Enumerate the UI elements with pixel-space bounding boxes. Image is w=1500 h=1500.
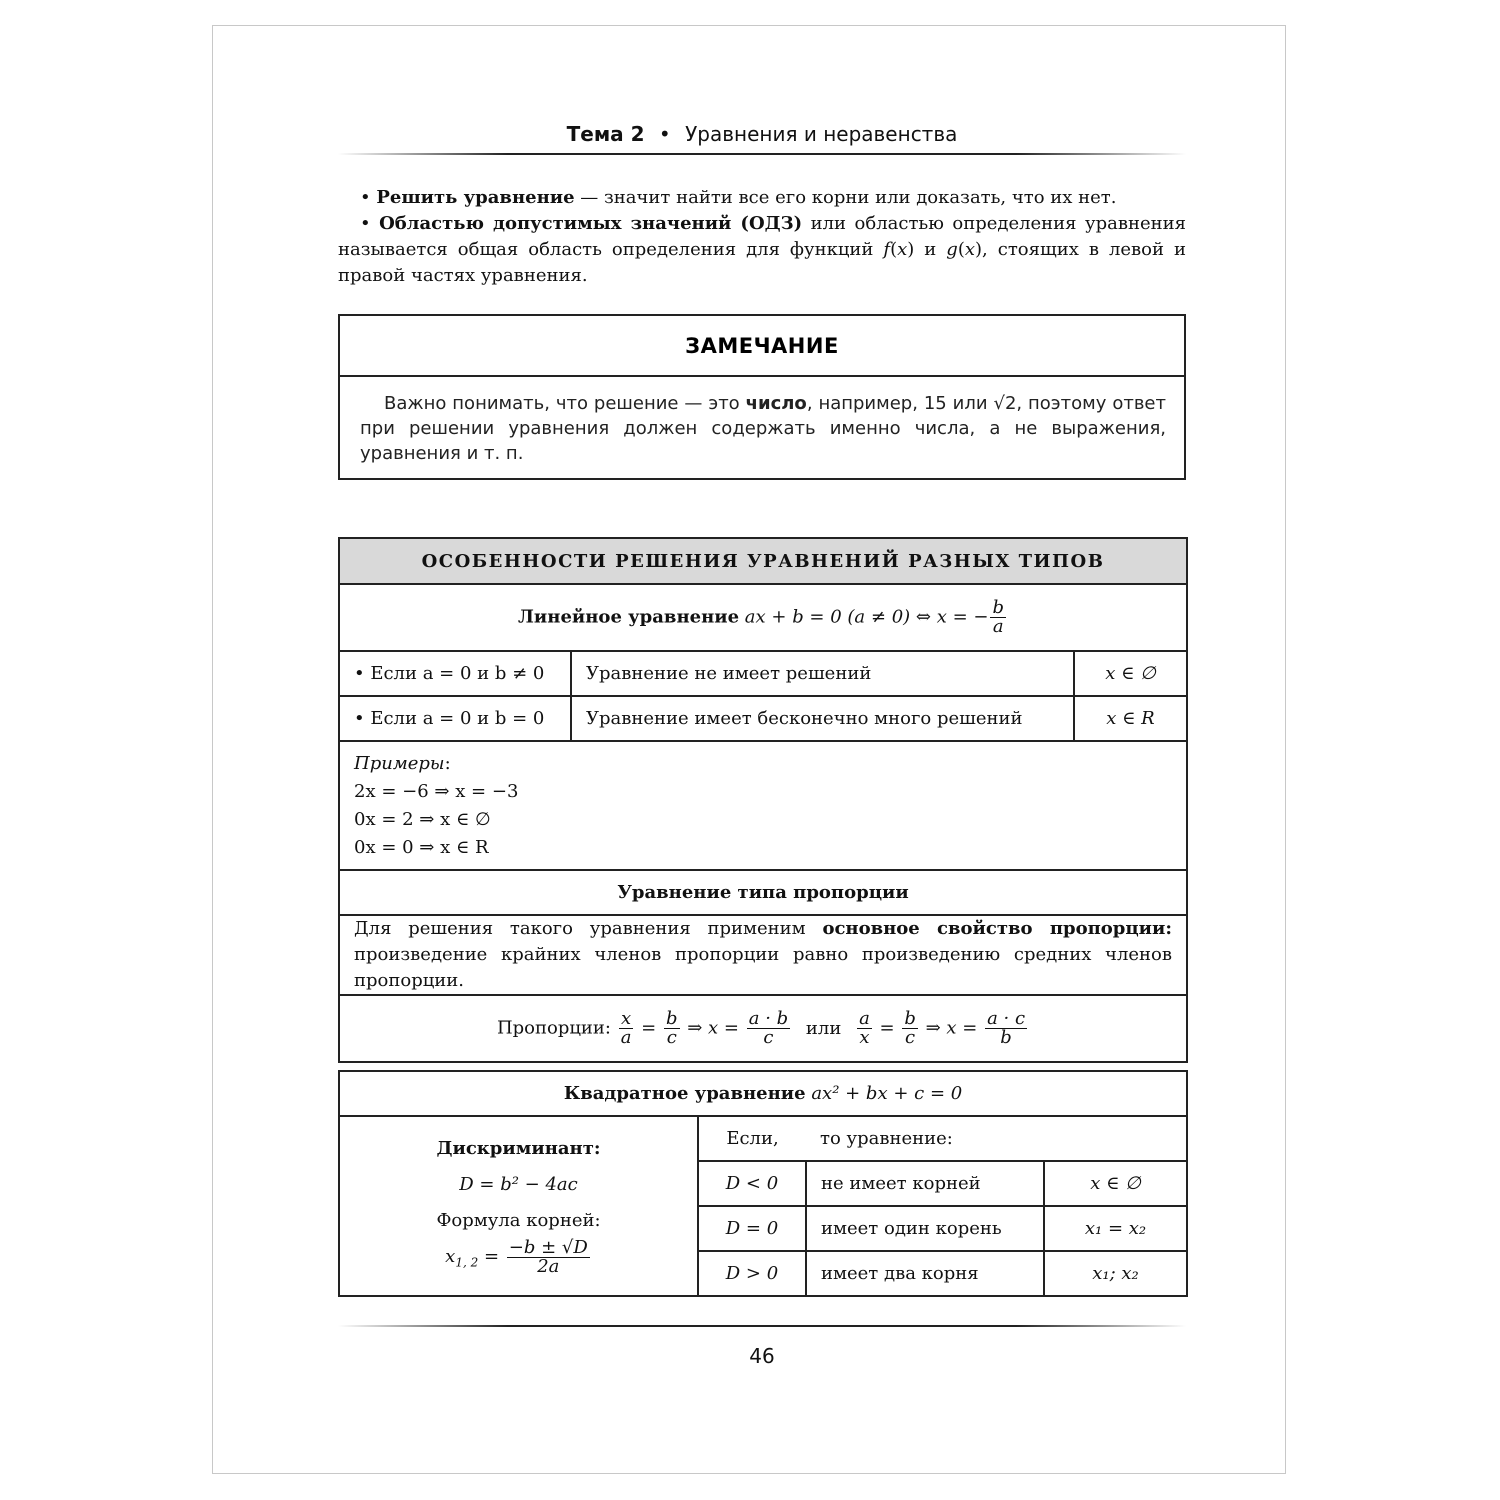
examples-cell: Примеры: 2x = −6 ⇒ x = −3 0x = 2 ⇒ x ∈ ∅ 0x = 0 ⇒ x ∈ R (339, 741, 1187, 870)
proportion-text-a: Для решения такого уравнения применим (354, 918, 823, 939)
case-2-description: Уравнение имеет бесконечно много решений (571, 696, 1074, 741)
roots-label: Формула корней: (436, 1209, 601, 1231)
proportion-text (339, 915, 1187, 995)
note-text-c: , поэтому ответ при решении уравнения должен содержать именно числа, а не выражения, уравнения и т. п. (360, 393, 1166, 464)
example-1: 2x = −6 ⇒ x = −3 (354, 780, 519, 802)
roots-num: −b ± √D (508, 1236, 588, 1258)
proportion-text-b: произведение крайних членов пропорции равно произведению средних членов пропорции. (354, 944, 1173, 991)
discriminant-label: Дискриминант: (436, 1137, 601, 1159)
term-odz: Областью допустимых значений (ОДЗ) (379, 213, 803, 234)
intro-text (338, 185, 1186, 289)
intro-p1-rest: — значит найти все его корни или доказать, что их нет. (574, 187, 1117, 208)
linear-den: a (992, 616, 1004, 637)
proportion-text-bold: основное свойство пропорции: (822, 918, 1173, 939)
header-bullet: • (658, 122, 671, 146)
func-f: f (883, 239, 891, 260)
quad-case-1-desc: не имеет корней (806, 1161, 1044, 1206)
quad-case-1-cond: D < 0 (698, 1161, 806, 1206)
discriminant-formula: D = b² − 4ac (459, 1173, 578, 1195)
running-header (338, 122, 1186, 146)
intro-paragraph-1: • Решить уравнение — значит найти все его корни или доказать, что их нет. (360, 187, 1117, 208)
quadratic-equation: ax² + bx + c = 0 (811, 1083, 963, 1104)
quadratic-title (339, 1071, 1187, 1116)
quadratic-label: Квадратное уравнение (563, 1083, 806, 1104)
linear-num: b (992, 597, 1004, 618)
term-solve-equation: Решить уравнение (376, 187, 575, 208)
intro-paragraph-2: • Областью допустимых значений (ОДЗ) или областью определения уравнения называется общая область определения для функций f(x) и g(x), стоящих в левой и правой частях уравнения. (338, 213, 1186, 286)
note-text-b: , например, 15 или (806, 393, 994, 414)
roots-fraction (507, 1236, 590, 1277)
linear-equation: ax + b = 0 (a ≠ 0) ⇔ x = − (744, 606, 989, 628)
example-2: 0x = 2 ⇒ x ∈ ∅ (354, 808, 491, 830)
case-2-condition: • Если a = 0 и b = 0 (339, 696, 571, 741)
quadratic-table (338, 1070, 1188, 1297)
case-1-condition: • Если a = 0 и b ≠ 0 (339, 651, 571, 696)
linear-label: Линейное уравнение (518, 606, 740, 628)
table-title: ОСОБЕННОСТИ РЕШЕНИЯ УРАВНЕНИЙ РАЗНЫХ ТИПОВ (339, 538, 1187, 584)
quad-case-3-res: x₁; x₂ (1044, 1251, 1187, 1296)
footer-rule (338, 1325, 1186, 1327)
note-body (340, 377, 1184, 466)
note-root: √2 (993, 393, 1017, 414)
case-2-result: x ∈ R (1074, 696, 1187, 741)
case-1-result: x ∈ ∅ (1074, 651, 1187, 696)
examples-label: Примеры (354, 752, 445, 774)
intro-and: и (914, 239, 947, 260)
topic-label: Тема 2 (566, 122, 645, 146)
if-label: Если, (698, 1116, 806, 1161)
then-label: то уравнение: (806, 1116, 1187, 1161)
note-box (338, 314, 1186, 480)
func-g: g (946, 239, 958, 260)
var-x-1: x (897, 239, 908, 260)
topic-title: Уравнения и неравенства (685, 122, 958, 146)
note-text-a: Важно понимать, что решение — это (384, 393, 746, 414)
case-1-description: Уравнение не имеет решений (571, 651, 1074, 696)
proportion-title: Уравнение типа пропорции (339, 870, 1187, 915)
proportions-label: Пропорции: (496, 1017, 611, 1039)
quad-case-2-desc: имеет один корень (806, 1206, 1044, 1251)
note-text-bold: число (745, 393, 807, 414)
example-3: 0x = 0 ⇒ x ∈ R (354, 836, 489, 858)
equation-types-table (338, 537, 1188, 1063)
note-title: ЗАМЕЧАНИЕ (340, 316, 1184, 377)
quad-case-1-res: x ∈ ∅ (1044, 1161, 1187, 1206)
intro-p2-rest-b: , стоящих в левой и правой частях уравнения. (338, 239, 1186, 286)
proportions-or: или (805, 1017, 842, 1039)
quad-case-2-cond: D = 0 (698, 1206, 806, 1251)
quad-case-2-res: x₁ = x₂ (1044, 1206, 1187, 1251)
quad-case-3-desc: имеет два корня (806, 1251, 1044, 1296)
linear-equation-header (339, 584, 1187, 651)
linear-fraction (990, 599, 1006, 636)
proportions-formulas: Пропорции: $\frac{x}{a}$ = $\frac{b}{c}$ ⇒ x = $\frac{a \cdot b}{c}$ или $\frac{a}{x}$ = $\frac{b}{c}$ ⇒ x = $\frac{a \cdot c}{b}$ (339, 995, 1187, 1062)
var-x-2: x (964, 239, 975, 260)
quad-case-3-cond: D > 0 (698, 1251, 806, 1296)
header-rule (338, 153, 1186, 155)
roots-den: 2a (537, 1255, 560, 1277)
discriminant-cell: Дискриминант: D = b² − 4ac Формула корней: $x_{1, 2}$ = $\frac{-b \pm √D}{2a}$ (339, 1116, 698, 1296)
page-number: 46 (749, 1344, 775, 1368)
intro-p2-rest-a: или областью определения уравнения называется общая область определения для функций (338, 213, 1186, 260)
